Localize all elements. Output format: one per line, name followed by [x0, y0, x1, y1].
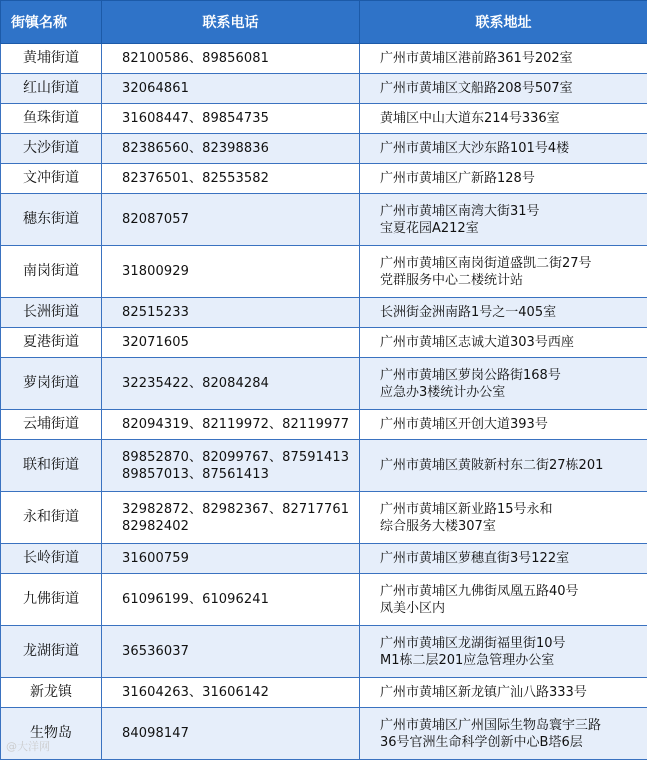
cell-town-name: 永和街道 [1, 492, 102, 544]
address-line: 广州市黄埔区萝岗公路街168号 [380, 367, 561, 383]
cell-phone [102, 440, 360, 492]
cell-phone [102, 246, 360, 298]
table-row [1, 492, 647, 544]
phone-line: 61096199、61096241 [122, 592, 270, 607]
table-row [1, 104, 647, 134]
cell-address [360, 246, 647, 298]
phone-line: 32982872、82982367、82717761 [122, 501, 350, 517]
cell-phone [102, 574, 360, 626]
address-line: 综合服务大楼307室 [380, 518, 496, 534]
cell-address [360, 194, 647, 246]
address-line: M1栋二层201应急管理办公室 [380, 652, 555, 668]
address-line: 广州市黄埔区九佛街凤凰五路40号 [380, 583, 579, 599]
address-line: 广州市黄埔区黄陂新村东二街27栋201 [380, 458, 604, 473]
cell-town-name: 鱼珠街道 [1, 104, 102, 134]
cell-town-name: 长洲街道 [1, 298, 102, 328]
cell-address [360, 328, 647, 358]
cell-town-name: 联和街道 [1, 440, 102, 492]
cell-town-name: 穗东街道 [1, 194, 102, 246]
phone-line: 32064861 [122, 81, 189, 96]
table-row [1, 358, 647, 410]
table-row [1, 44, 647, 74]
cell-town-name: 黄埔街道 [1, 44, 102, 74]
address-line: 广州市黄埔区南岗街道盛凯二街27号 [380, 255, 592, 271]
cell-town-name: 南岗街道 [1, 246, 102, 298]
phone-line: 82100586、89856081 [122, 51, 270, 66]
watermark: @大洋网 [6, 740, 50, 753]
phone-line: 84098147 [122, 726, 189, 741]
cell-town-name: 大沙街道 [1, 134, 102, 164]
cell-phone [102, 708, 360, 760]
cell-address [360, 626, 647, 678]
address-line: 广州市黄埔区南湾大街31号 [380, 203, 540, 219]
table-row [1, 626, 647, 678]
header-phone: 联系电话 [102, 1, 360, 44]
address-line: 应急办3楼统计办公室 [380, 384, 506, 400]
cell-phone [102, 134, 360, 164]
table-row [1, 246, 647, 298]
cell-address [360, 358, 647, 410]
cell-town-name: 新龙镇 [1, 678, 102, 708]
table-row [1, 74, 647, 104]
phone-line: 82094319、82119972、82119977 [122, 417, 350, 432]
table-row [1, 134, 647, 164]
cell-address [360, 574, 647, 626]
cell-town-name: 生物岛 [1, 708, 102, 760]
phone-line: 82515233 [122, 305, 189, 320]
cell-address [360, 44, 647, 74]
cell-town-name: 红山街道 [1, 74, 102, 104]
cell-address [360, 492, 647, 544]
table-row [1, 328, 647, 358]
cell-address [360, 678, 647, 708]
phone-line: 82087057 [122, 212, 189, 227]
address-line: 广州市黄埔区开创大道393号 [380, 417, 548, 432]
cell-town-name: 长岭街道 [1, 544, 102, 574]
cell-address [360, 410, 647, 440]
cell-address [360, 164, 647, 194]
phone-line: 82386560、82398836 [122, 141, 270, 156]
cell-phone [102, 194, 360, 246]
cell-address [360, 104, 647, 134]
cell-phone [102, 678, 360, 708]
table-row [1, 298, 647, 328]
cell-phone [102, 104, 360, 134]
phone-line: 89852870、82099767、87591413 [122, 449, 350, 465]
cell-phone [102, 298, 360, 328]
header-name: 街镇名称 [1, 1, 102, 44]
table-row [1, 164, 647, 194]
cell-address [360, 74, 647, 104]
table-row [1, 544, 647, 574]
phone-line: 31600759 [122, 551, 189, 566]
table-row [1, 678, 647, 708]
address-line: 广州市黄埔区志诚大道303号西座 [380, 335, 574, 350]
cell-phone [102, 74, 360, 104]
address-line: 广州市黄埔区港前路361号202室 [380, 51, 573, 66]
address-line: 广州市黄埔区文船路208号507室 [380, 81, 573, 96]
address-line: 长洲街金洲南路1号之一405室 [380, 305, 557, 320]
phone-line: 82982402 [122, 518, 189, 534]
phone-line: 32235422、82084284 [122, 376, 270, 391]
cell-town-name: 龙湖街道 [1, 626, 102, 678]
cell-address [360, 708, 647, 760]
phone-line: 82376501、82553582 [122, 171, 270, 186]
cell-town-name: 文冲街道 [1, 164, 102, 194]
address-line: 广州市黄埔区新龙镇广汕八路333号 [380, 685, 587, 700]
cell-town-name: 云埔街道 [1, 410, 102, 440]
cell-phone [102, 44, 360, 74]
table-row [1, 410, 647, 440]
phone-line: 31604263、31606142 [122, 685, 270, 700]
cell-address [360, 440, 647, 492]
cell-town-name: 夏港街道 [1, 328, 102, 358]
cell-address [360, 134, 647, 164]
cell-phone [102, 410, 360, 440]
cell-phone [102, 626, 360, 678]
address-line: 黄埔区中山大道东214号336室 [380, 111, 560, 126]
phone-line: 31800929 [122, 264, 189, 279]
cell-address [360, 544, 647, 574]
cell-phone [102, 328, 360, 358]
table-row [1, 574, 647, 626]
address-line: 广州市黄埔区萝穗直街3号122室 [380, 551, 570, 566]
phone-line: 36536037 [122, 644, 189, 659]
cell-phone [102, 164, 360, 194]
phone-line: 31608447、89854735 [122, 111, 270, 126]
address-line: 广州市黄埔区龙湖街福里街10号 [380, 635, 566, 651]
table-row [1, 440, 647, 492]
table-row [1, 194, 647, 246]
address-line: 广州市黄埔区广州国际生物岛寰宇三路 [380, 717, 602, 733]
address-line: 广州市黄埔区大沙东路101号4楼 [380, 141, 570, 156]
address-line: 宝夏花园A212室 [380, 220, 479, 236]
header-address: 联系地址 [360, 1, 647, 44]
address-line: 凤美小区内 [380, 600, 446, 616]
cell-phone [102, 492, 360, 544]
address-line: 广州市黄埔区新业路15号永和 [380, 501, 553, 517]
phone-line: 32071605 [122, 335, 189, 350]
address-line: 党群服务中心二楼统计站 [380, 272, 524, 288]
cell-town-name: 萝岗街道 [1, 358, 102, 410]
cell-phone [102, 358, 360, 410]
cell-phone [102, 544, 360, 574]
phone-line: 89857013、87561413 [122, 466, 270, 482]
address-line: 36号官洲生命科学创新中心B塔6层 [380, 734, 583, 750]
cell-address [360, 298, 647, 328]
header-row [1, 1, 647, 44]
table-row [1, 708, 647, 760]
address-line: 广州市黄埔区广新路128号 [380, 171, 535, 186]
cell-town-name: 九佛街道 [1, 574, 102, 626]
